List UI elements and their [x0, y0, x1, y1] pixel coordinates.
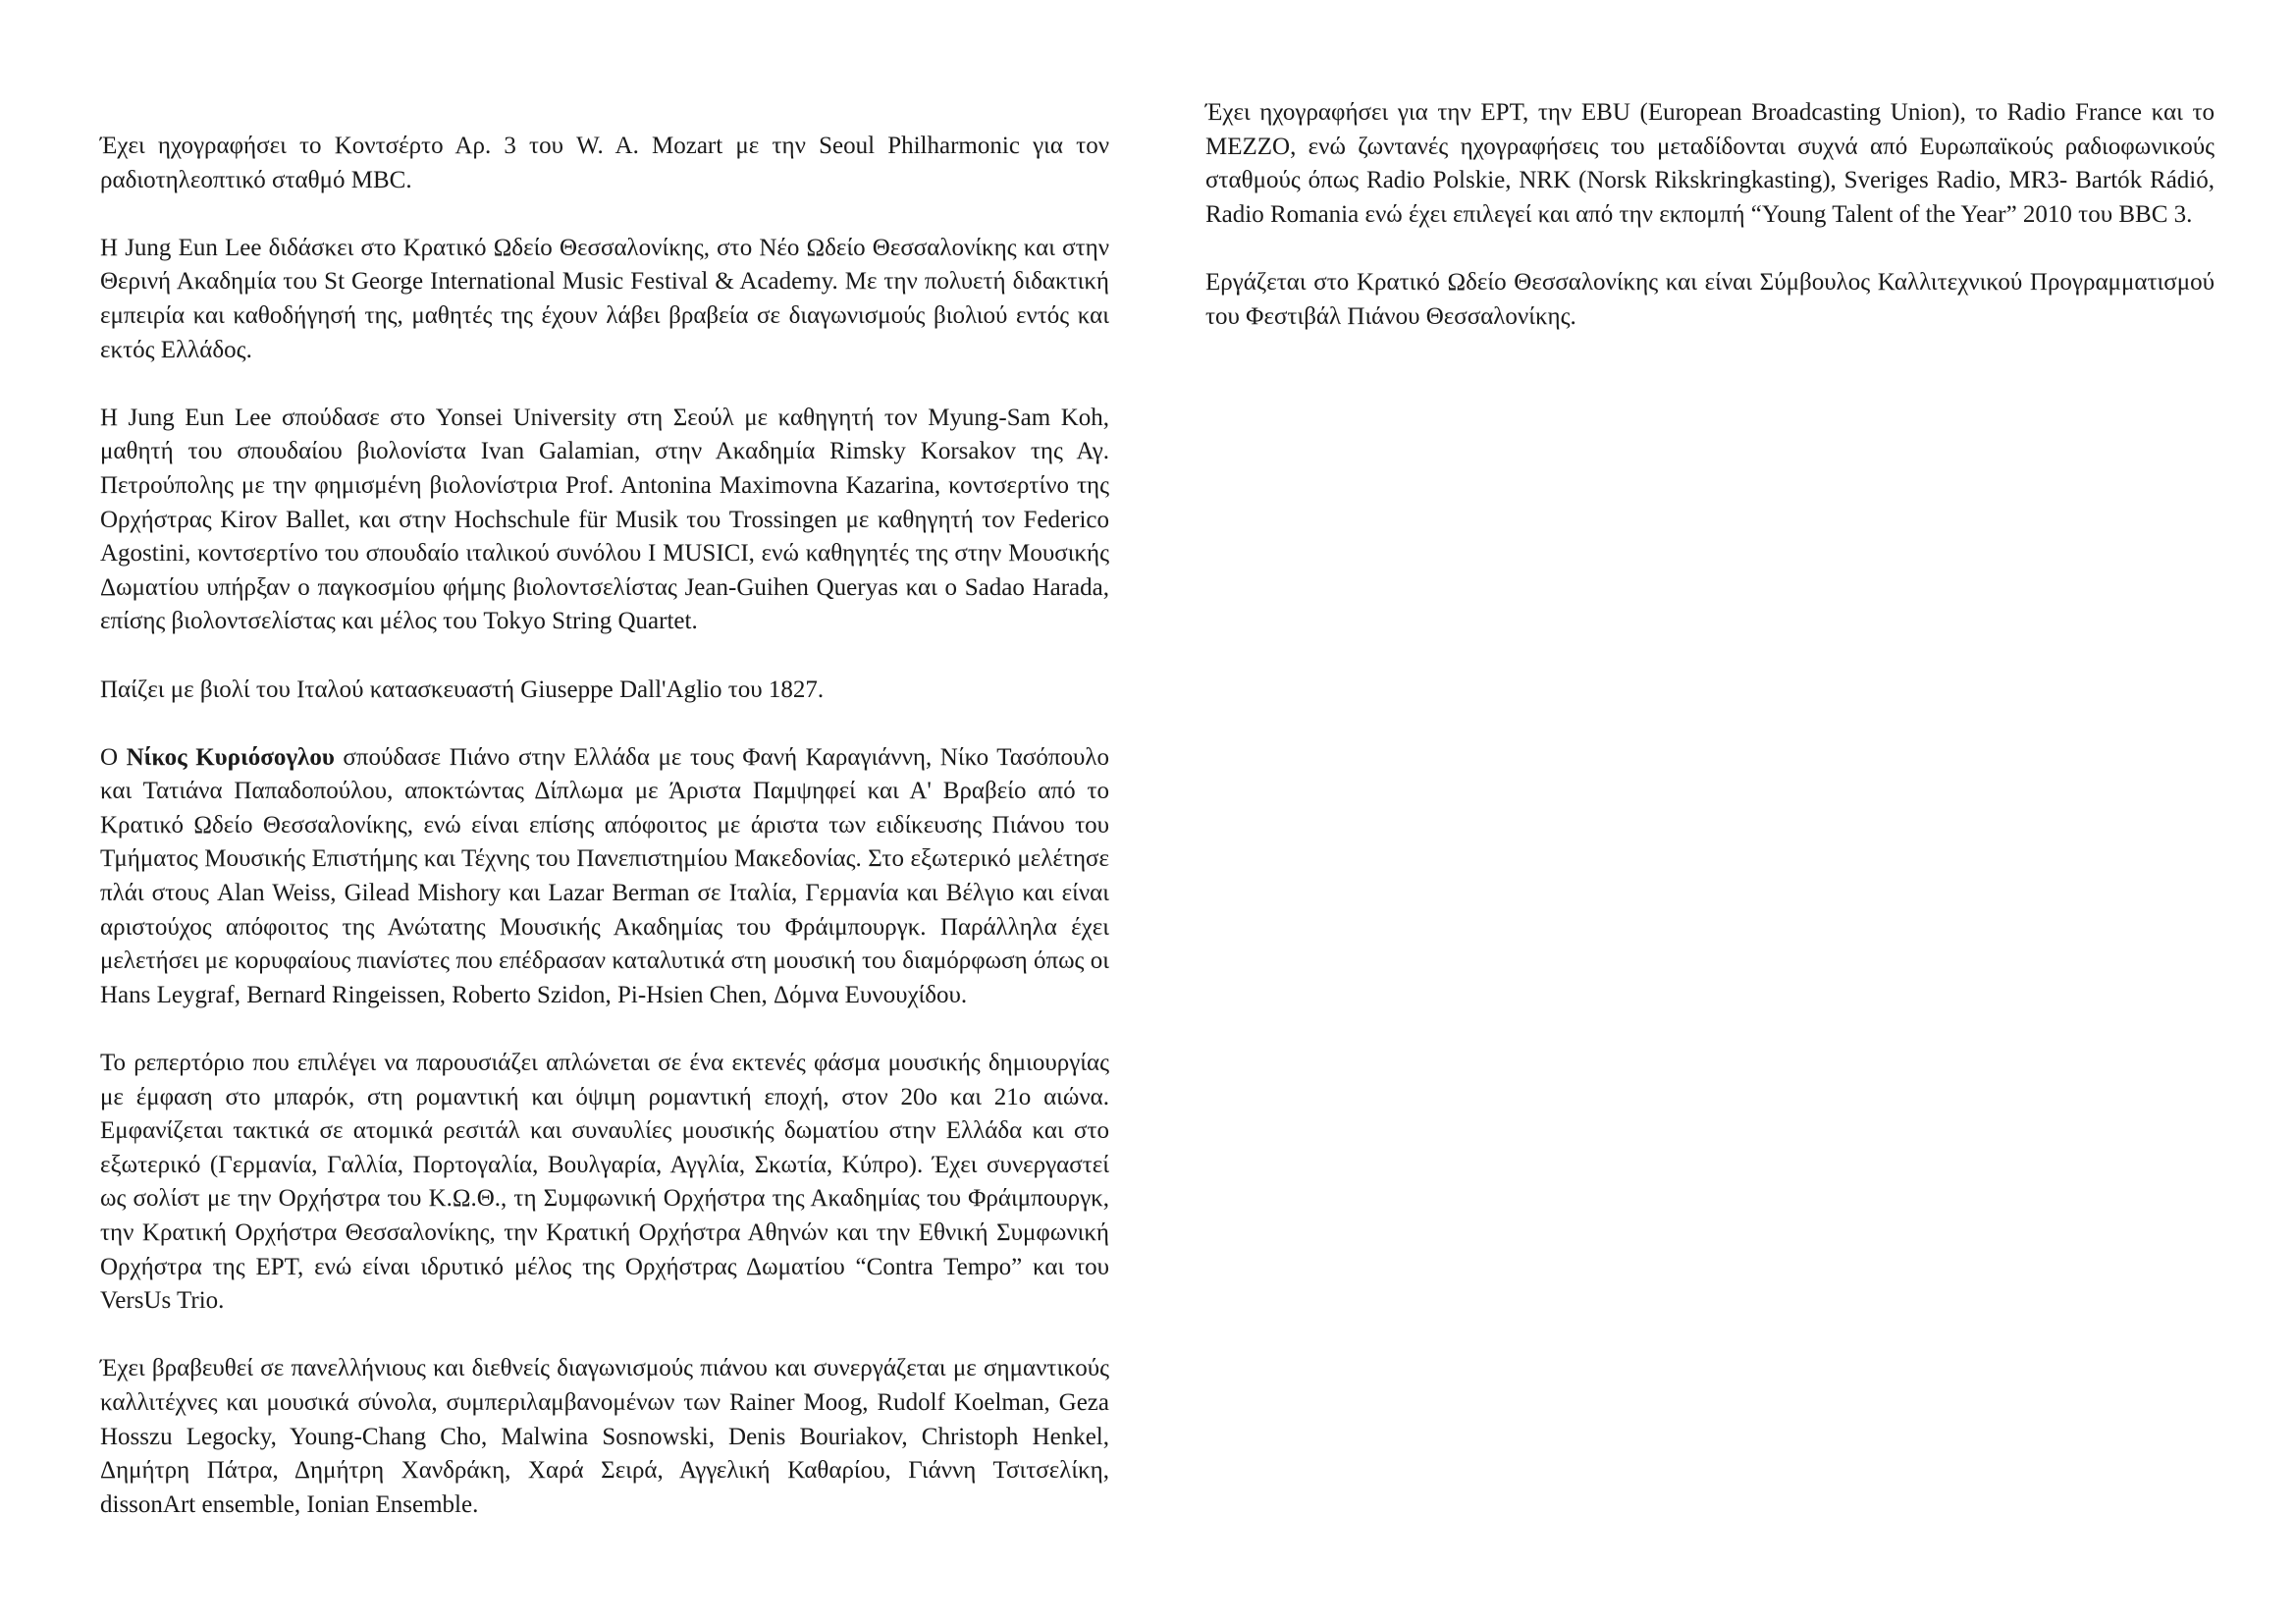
- left-column: [100, 130, 1109, 1522]
- bio-prefix: Ο: [100, 743, 127, 771]
- paragraph-current-work: Εργάζεται στο Κρατικό Ωδείο Θεσσαλονίκης και είναι Σύμβουλος Καλλιτεχνικού Προγραμματισμού του Φεστιβάλ Πιάνου Θεσσαλονίκης.: [1205, 268, 2215, 330]
- paragraph-violin: Παίζει με βιολί του Ιταλού κατασκευαστή Giuseppe Dall'Aglio του 1827.: [100, 676, 825, 703]
- paragraph-repertoire: Το ρεπερτόριο που επιλέγει να παρουσιάζει απλώνεται σε ένα εκτενές φάσμα μουσικής δημιουργίας με έμφαση στο μπαρόκ, στη ρομαντική και όψιμη ρομαντική εποχή, στον 20ο και 21ο αιώνα. Εμφανίζεται τακτικά σε ατομικά ρεσιτάλ και συναυλίες μουσικής δωματίου στην Ελλάδα και στο εξωτερικό (Γερμανία, Γαλλία, Πορτογαλία, Βουλγαρία, Αγγλία, Σκωτία, Κύπρο). Έχει συνεργαστεί ως σολίστ με την Ορχήστρα του Κ.Ω.Θ., τη Συμφωνική Ορχήστρα της Ακαδημίας του Φράιμπουργκ, την Κρατική Ορχήστρα Θεσσαλονίκης, την Κρατική Ορχήστρα Αθηνών και την Εθνική Συμφωνική Ορχήστρα της ΕΡΤ, ενώ είναι ιδρυτικό μέλος της Ορχήστρας Δωματίου “Contra Tempo” και του VersUs Trio.: [100, 1050, 1109, 1315]
- paragraph-studies: Η Jung Eun Lee σπούδασε στο Yonsei University στη Σεούλ με καθηγητή τον Myung-Sam Koh, μαθητή του σπουδαίου βιολονίστα Ivan Galamian, στην Ακαδημία Rimsky Korsakov της Αγ. Πετρούπολης με την φημισμένη βιολονίστρια Prof. Antonina Maximovna Kazarina, κοντσερτίνο της Ορχήστρας Kirov Ballet, και στην Hochschule für Musik του Trossingen με καθηγητή τον Federico Agostini, κοντσερτίνο του σπουδαίο ιταλικού συνόλου I MUSICI, ενώ καθηγητές της στην Μουσικής Δωματίου υπήρξαν ο παγκοσμίου φήμης βιολοντσελίστας Jean-Guihen Queryas και ο Sadao Harada, επίσης βιολοντσελίστας και μέλος του Tokyo String Quartet.: [100, 404, 1109, 635]
- paragraph-teaching: Η Jung Eun Lee διδάσκει στο Κρατικό Ωδείο Θεσσαλονίκης, στο Νέο Ωδείο Θεσσαλονίκης και στην Θερινή Ακαδημία του St George International Music Festival & Academy. Με την πολυετή διδακτική εμπειρία και καθοδήγησή της, μαθητές της έχουν λάβει βραβεία σε διαγωνισμούς βιολιού εντός και εκτός Ελλάδος.: [100, 234, 1109, 363]
- paragraph-broadcast-recordings: Έχει ηχογραφήσει για την ΕΡΤ, την EBU (European Broadcasting Union), το Radio France και το MEZZO, ενώ ζωντανές ηχογραφήσεις του μεταδίδονται συχνά από Ευρωπαϊκούς ραδιοφωνικούς σταθμούς όπως Radio Polskie, NRK (Norsk Rikskringkasting), Sveriges Radio, MR3- Bartók Rádió, Radio Romania ενώ έχει επιλεγεί και από την εκπομπή “Young Talent of the Year” 2010 του BBC 3.: [1205, 99, 2215, 228]
- paragraph-awards-collaborations: Έχει βραβευθεί σε πανελλήνιους και διεθνείς διαγωνισμούς πιάνου και συνεργάζεται με σημαντικούς καλλιτέχνες και μουσικά σύνολα, συμπεριλαμβανομένων των Rainer Moog, Rudolf Koelman, Geza Hosszu Legocky, Young-Chang Cho, Malwina Sosnowski, Denis Bouriakov, Christoph Henkel, Δημήτρη Πάτρα, Δημήτρη Χανδράκη, Χαρά Σειρά, Αγγελική Καθαρίου, Γιάννη Τσιτσελίκη, dissonArt ensemble, Ionian Ensemble.: [100, 1355, 1109, 1518]
- paragraph-kyriosoglou-bio: [100, 741, 1109, 1013]
- paragraph-mozart-recording: Έχει ηχογραφήσει το Κοντσέρτο Αρ. 3 του W. A. Mozart με την Seoul Philharmonic για τον ραδιοτηλεοπτικό σταθμό MBC.: [100, 133, 1109, 193]
- pianist-name: Νίκος Κυριόσογλου: [126, 743, 335, 771]
- right-column: [1205, 96, 2215, 334]
- bio-text: σπούδασε Πιάνο στην Ελλάδα με τους Φανή Καραγιάννη, Νίκο Τασόπουλο και Τατιάνα Παπαδοπούλου, αποκτώντας Δίπλωμα με Άριστα Παμψηφεί και Α' Βραβείο από το Κρατικό Ωδείο Θεσσαλονίκης, ενώ είναι επίσης απόφοιτος με άριστα των ειδίκευσης Πιάνου του Τμήματος Μουσικής Επιστήμης και Τέχνης του Πανεπιστημίου Μακεδονίας. Στο εξωτερικό μελέτησε πλάι στους Alan Weiss, Gilead Mishory και Lazar Berman σε Ιταλία, Γερμανία και Βέλγιο και είναι αριστούχος απόφοιτος της Ανώτατης Μουσικής Ακαδημίας του Φράιμπουργκ. Παράλληλα έχει μελετήσει με κορυφαίους πιανίστες που επέδρασαν καταλυτικά στη μουσική του διαμόρφωση όπως οι Hans Leygraf, Bernard Ringeissen, Roberto Szidon, Pi-Hsien Chen, Δόμνα Ευνουχίδου.: [100, 743, 1109, 1008]
